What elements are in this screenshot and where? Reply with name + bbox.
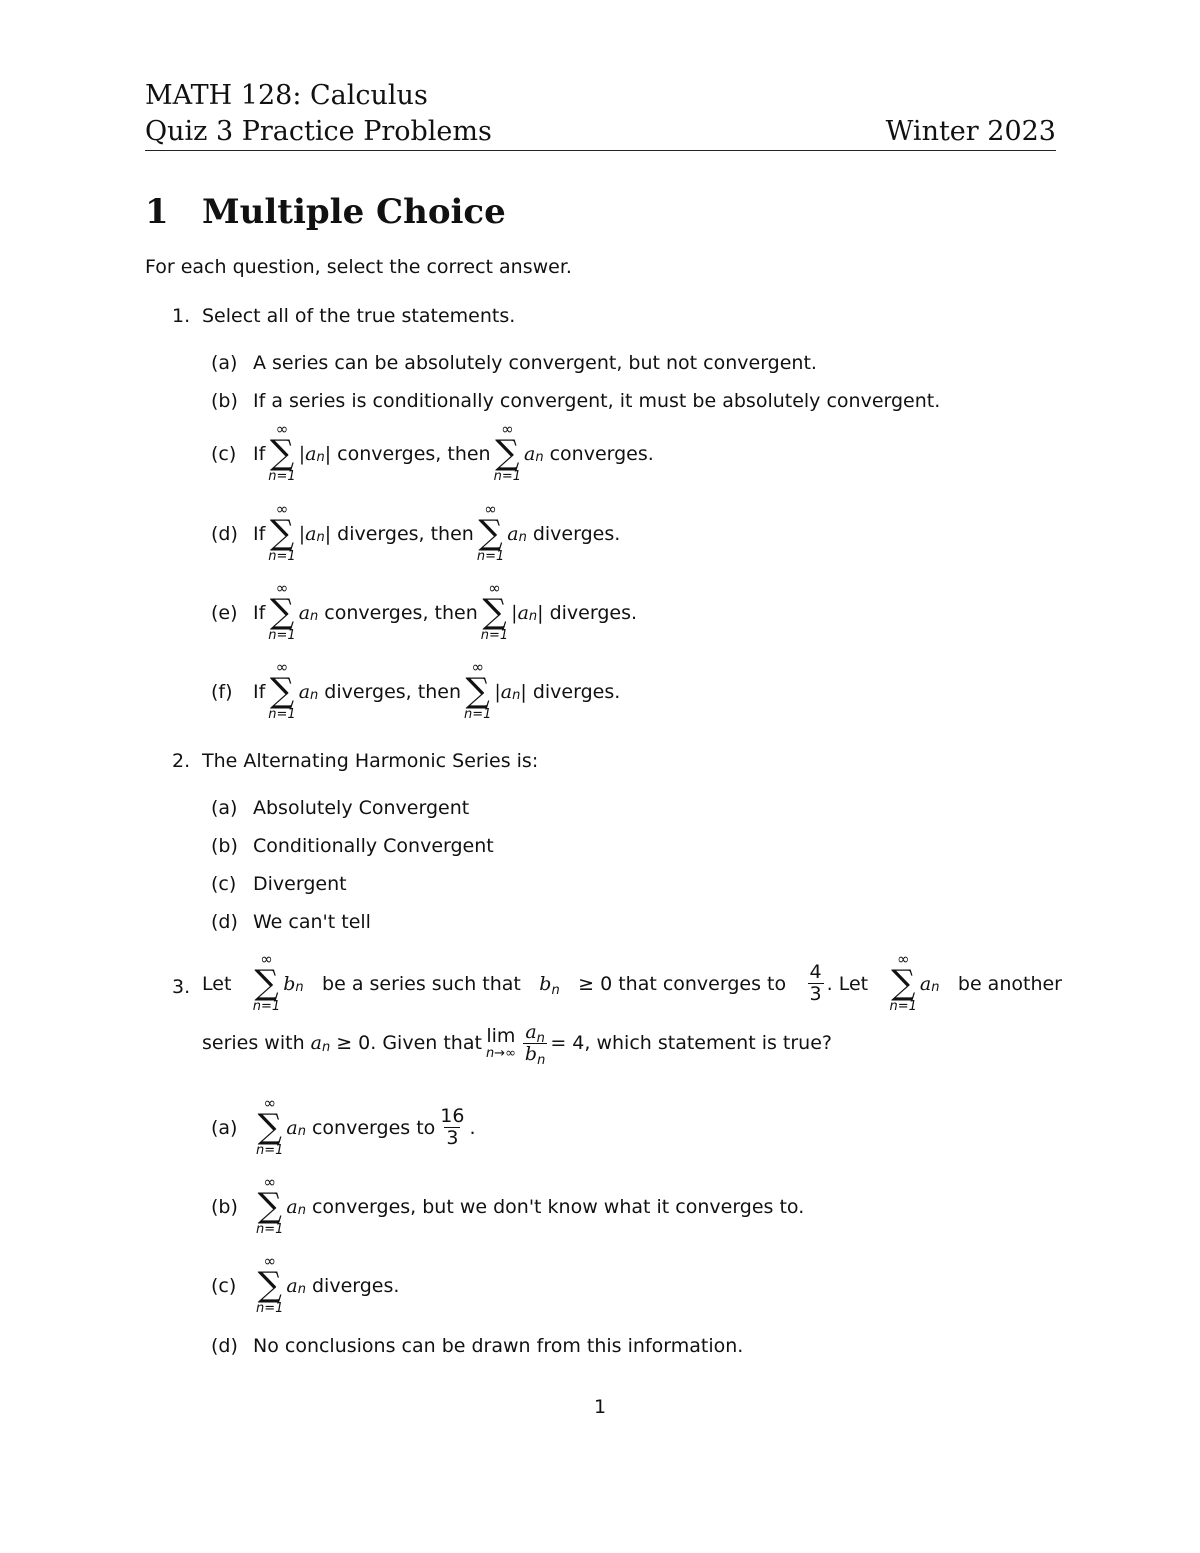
term: a [298,680,311,703]
sigma: ∑ [269,592,295,632]
sum-upper: ∞ [275,420,289,438]
sigma: ∑ [269,671,295,711]
subscript: n [512,688,521,703]
q2-option-a [211,797,469,819]
q2-option-d [211,911,371,933]
sum-upper: ∞ [263,1252,276,1270]
option-label: (b) [211,835,238,857]
summation-symbol [464,660,491,723]
term: b [539,972,552,995]
subscript: n [310,688,319,703]
option-text: If a series is conditionally convergent, it must be absolutely convergent. [253,390,941,412]
sum-lower: n=1 [493,469,522,484]
sum-lower: n=1 [256,1222,284,1237]
subscript: n [295,980,304,995]
fraction-expression [805,962,869,1005]
summation-symbol [256,1175,283,1238]
abs-term: |a [298,522,317,545]
q2-number: 2. [172,750,191,772]
q3-option-a [211,1096,476,1159]
sigma: ∑ [465,671,490,711]
subscript: n [310,609,319,624]
course-title: MATH 128: Calculus [145,80,428,111]
text: | converges, then [324,442,491,465]
summation-symbol [253,952,280,1015]
term: a [286,1274,298,1297]
subscript: n [316,450,325,465]
text: ≥ 0. Given that [336,1032,482,1055]
subscript: n [528,609,538,624]
q1-number: 1. [172,305,191,327]
text: be a series such that [322,972,521,995]
text: | diverges. [537,601,638,624]
option-label: (c) [211,442,237,465]
summation-symbol [890,952,917,1015]
option-text: Conditionally Convergent [253,835,494,857]
summation-symbol [477,502,504,565]
option-label: (a) [211,352,238,374]
option-text: No conclusions can be drawn from this information. [253,1335,744,1357]
section-number: 1 [145,192,169,232]
subscript: n [551,982,560,998]
text: = 4, which statement is true? [550,1032,832,1055]
sigma: ∑ [269,513,295,553]
sum-upper: ∞ [275,658,289,676]
text: converges, then [324,601,478,624]
q3-line-2 [202,1021,832,1068]
q1-prompt-text: Select all of the true statements. [202,305,516,327]
summation-symbol [268,502,295,565]
subscript: n [535,450,544,465]
q1-prompt [202,305,515,327]
sum-upper: ∞ [263,1094,276,1112]
text: Let [202,972,232,995]
term: a [507,522,519,545]
numerator [523,1021,547,1046]
subscript: n [537,1052,546,1068]
q3-line-1 [202,952,1062,1015]
text: If [253,680,266,703]
subscript: n [297,1282,306,1297]
sum-lower: n=1 [268,628,296,643]
q1-option-d [211,502,620,565]
summation-symbol [481,581,508,644]
sigma: ∑ [254,963,279,1003]
limit [485,1024,516,1061]
sum-lower: n=1 [480,628,509,643]
term: a [919,972,932,995]
option-label: (b) [211,390,238,412]
option-label: (a) [211,1116,238,1139]
sigma: ∑ [257,1186,282,1226]
text: be another [957,972,1062,995]
term: a [298,601,311,624]
q1-option-c [211,422,654,485]
sum-lower: n=1 [268,469,296,484]
abs-term: |a [494,680,513,703]
q2-option-b [211,835,494,857]
subscript: n [518,530,527,545]
text: If [253,442,266,465]
sum-b-expression [250,952,304,1015]
header-row [145,116,1056,147]
lim-subscript: n→∞ [485,1045,516,1061]
option-label: (a) [211,797,238,819]
fraction [808,962,824,1005]
option-label: (c) [211,1274,237,1297]
instructions: For each question, select the correct answer. [145,256,572,278]
term: a [524,442,536,465]
subscript: n [931,980,940,995]
abs-term: |a [511,601,529,624]
option-label: (d) [211,1335,238,1357]
term: b [524,1042,538,1065]
sigma: ∑ [482,592,507,632]
term: a [286,1195,298,1218]
term: a [525,1021,537,1043]
term: a [310,1032,322,1055]
option-text: A series can be absolutely convergent, but not convergent. [253,352,817,374]
text: series with [202,1032,305,1055]
sum-lower: n=1 [889,999,917,1014]
sigma: ∑ [257,1107,282,1147]
lim-word: lim [486,1024,516,1047]
text: converges. [549,442,654,465]
sum-upper: ∞ [501,420,514,438]
summation-symbol [268,422,295,485]
sum-upper: ∞ [275,579,289,597]
term: b [283,972,296,995]
sum-lower: n=1 [256,1143,284,1158]
fraction [438,1106,466,1149]
q1-option-e [211,581,637,644]
q1-option-f [211,660,620,723]
subscript: n [297,1203,306,1218]
sum-upper: ∞ [263,1173,276,1191]
numerator: 4 [809,961,822,984]
sum-lower: n=1 [256,1301,284,1316]
text: converges, but we don't know what it converges to. [311,1195,805,1218]
sigma: ∑ [269,433,295,473]
text: | diverges, then [324,522,474,545]
text: ≥ 0 that converges to [578,972,787,995]
subscript: n [536,1031,545,1046]
numerator: 16 [440,1105,465,1128]
option-label: (c) [211,873,237,895]
summation-symbol [256,1254,283,1317]
option-label: (e) [211,601,238,624]
sum-upper: ∞ [484,500,497,518]
abs-term: |a [298,442,317,465]
q2-option-c [211,873,347,895]
text: . Let [826,972,869,995]
q2-prompt [202,750,538,772]
sum-lower: n=1 [252,999,281,1014]
q3-number: 3. [172,976,191,998]
subscript: n [316,530,325,545]
sum-upper: ∞ [471,658,484,676]
denominator: 3 [809,983,822,1005]
sum-upper: ∞ [275,500,289,518]
term: a [286,1116,298,1139]
sum-lower: n=1 [268,707,296,722]
sum-lower: n=1 [268,549,296,564]
sigma: ∑ [478,513,503,553]
text: If [253,601,266,624]
quiz-title: Quiz 3 Practice Problems [145,116,492,147]
text: diverges, then [324,680,461,703]
summation-symbol [268,660,295,723]
text: | diverges. [520,680,621,703]
sigma: ∑ [257,1265,282,1305]
fraction [523,1021,547,1068]
option-text: Divergent [253,873,347,895]
option-text: We can't tell [253,911,371,933]
sum-lower: n=1 [463,707,492,722]
text: converges to [311,1116,436,1139]
denominator: 3 [446,1127,459,1149]
text: diverges. [311,1274,400,1297]
header-rule [145,150,1056,151]
text: If [253,522,266,545]
q1-option-b [211,390,940,412]
option-label: (d) [211,522,238,545]
option-label: (b) [211,1195,238,1218]
sum-lower: n=1 [476,549,505,564]
section-title: Multiple Choice [202,192,506,232]
option-label: (f) [211,680,233,703]
q2-prompt-text: The Alternating Harmonic Series is: [202,750,539,772]
option-label: (d) [211,911,238,933]
term-label: Winter 2023 [885,116,1056,147]
summation-symbol [494,422,521,485]
denominator [523,1042,547,1068]
text: . [469,1116,476,1139]
option-text: Absolutely Convergent [253,797,470,819]
summation-symbol [268,581,295,644]
subscript: n [297,1124,306,1139]
sum-a-expression [887,952,940,1015]
q3-option-b [211,1175,804,1238]
text: diverges. [532,522,621,545]
summation-symbol [256,1096,283,1159]
sum-upper: ∞ [488,579,501,597]
page-number: 1 [593,1396,607,1418]
sum-upper: ∞ [260,950,273,968]
sigma: ∑ [891,963,916,1003]
section-heading [145,192,506,232]
sigma: ∑ [495,433,520,473]
q3-option-c [211,1254,399,1317]
subscript: n [321,1039,331,1055]
q3-option-d [211,1335,743,1357]
sum-upper: ∞ [896,950,910,968]
q1-option-a [211,352,817,374]
